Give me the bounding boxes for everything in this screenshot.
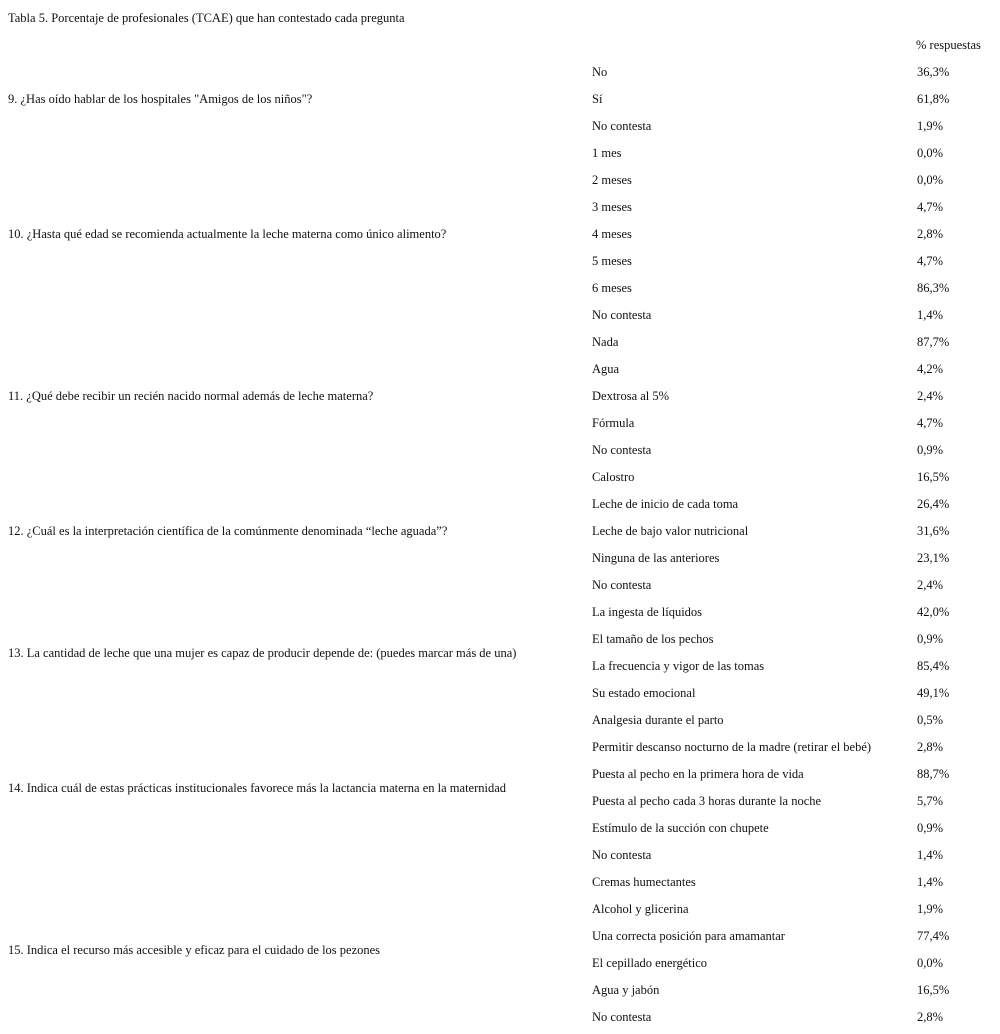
percent-cell: 85,4%: [917, 659, 950, 673]
answer-cell: No contesta: [592, 119, 652, 133]
percent-cell: 86,3%: [917, 281, 950, 295]
percent-cell: 2,8%: [917, 227, 944, 241]
percent-cell: 1,4%: [917, 308, 944, 322]
percent-cell: 1,4%: [917, 848, 944, 862]
percent-cell: 1,4%: [917, 875, 944, 889]
percent-cell: 4,2%: [917, 362, 944, 376]
answer-cell: Agua: [592, 362, 620, 376]
answer-cell: No contesta: [592, 308, 652, 322]
answer-cell: 4 meses: [592, 227, 632, 241]
answer-cell: Su estado emocional: [592, 686, 696, 700]
question-text: 10. ¿Hasta qué edad se recomienda actualmente la leche materna como único alimento?: [8, 227, 447, 241]
percent-cell: 4,7%: [917, 416, 944, 430]
percent-cell: 77,4%: [917, 929, 950, 943]
question-text: 12. ¿Cuál es la interpretación científica de la comúnmente denominada “leche aguada”?: [8, 524, 448, 538]
question-text: 14. Indica cuál de estas prácticas institucionales favorece más la lactancia materna en la maternidad: [8, 781, 507, 795]
answer-cell: 5 meses: [592, 254, 632, 268]
percent-cell: 0,5%: [917, 713, 944, 727]
percent-cell: 0,9%: [917, 443, 944, 457]
question-text: 13. La cantidad de leche que una mujer es capaz de producir depende de: (puedes marcar más de una): [8, 646, 517, 660]
percent-cell: 0,0%: [917, 146, 944, 160]
answer-cell: Estímulo de la succión con chupete: [592, 821, 769, 835]
answer-cell: Fórmula: [592, 416, 635, 430]
answer-cell: 2 meses: [592, 173, 632, 187]
percent-cell: 2,8%: [917, 1010, 944, 1024]
answer-cell: 6 meses: [592, 281, 632, 295]
percent-cell: 2,8%: [917, 740, 944, 754]
percent-cell: 88,7%: [917, 767, 950, 781]
percent-cell: 87,7%: [917, 335, 950, 349]
percent-cell: 26,4%: [917, 497, 950, 511]
percent-cell: 0,9%: [917, 821, 944, 835]
answer-cell: Permitir descanso nocturno de la madre (retirar el bebé): [592, 740, 872, 754]
answer-cell: Puesta al pecho cada 3 horas durante la noche: [592, 794, 822, 808]
percent-cell: 42,0%: [917, 605, 950, 619]
answer-cell: No contesta: [592, 443, 652, 457]
percent-cell: 1,9%: [917, 902, 944, 916]
percent-cell: 4,7%: [917, 200, 944, 214]
percent-cell: 0,9%: [917, 632, 944, 646]
percent-cell: 49,1%: [917, 686, 950, 700]
answer-cell: Una correcta posición para amamantar: [592, 929, 785, 943]
answer-cell: La frecuencia y vigor de las tomas: [592, 659, 765, 673]
answer-cell: Dextrosa al 5%: [592, 389, 670, 403]
answer-cell: No: [592, 65, 608, 79]
percent-cell: 4,7%: [917, 254, 944, 268]
percent-cell: 36,3%: [917, 65, 950, 79]
answer-cell: 3 meses: [592, 200, 632, 214]
percent-cell: 16,5%: [917, 470, 950, 484]
answer-cell: No contesta: [592, 578, 652, 592]
percent-cell: 0,0%: [917, 173, 944, 187]
percent-cell: 16,5%: [917, 983, 950, 997]
answer-cell: Puesta al pecho en la primera hora de vida: [592, 767, 804, 781]
answer-cell: Leche de bajo valor nutricional: [592, 524, 749, 538]
percent-cell: 61,8%: [917, 92, 950, 106]
answer-cell: La ingesta de líquidos: [592, 605, 703, 619]
percent-cell: 23,1%: [917, 551, 950, 565]
column-header-percent: % respuestas: [916, 38, 981, 52]
answer-cell: Leche de inicio de cada toma: [592, 497, 739, 511]
percent-cell: 2,4%: [917, 578, 944, 592]
answer-cell: Calostro: [592, 470, 635, 484]
table-title: Tabla 5. Porcentaje de profesionales (TCAE) que han contestado cada pregunta: [8, 11, 405, 25]
question-text: 15. Indica el recurso más accesible y eficaz para el cuidado de los pezones: [8, 943, 381, 957]
question-text: 11. ¿Qué debe recibir un recién nacido normal además de leche materna?: [8, 389, 374, 403]
percent-cell: 0,0%: [917, 956, 944, 970]
answer-cell: Sí: [592, 92, 603, 106]
answer-cell: Agua y jabón: [592, 983, 660, 997]
answer-cell: El cepillado energético: [592, 956, 707, 970]
answer-cell: Alcohol y glicerina: [592, 902, 689, 916]
answer-cell: El tamaño de los pechos: [592, 632, 714, 646]
answer-cell: Nada: [592, 335, 619, 349]
percent-cell: 31,6%: [917, 524, 950, 538]
answer-cell: 1 mes: [592, 146, 622, 160]
answer-cell: Cremas humectantes: [592, 875, 696, 889]
percent-cell: 5,7%: [917, 794, 944, 808]
answer-cell: No contesta: [592, 1010, 652, 1024]
percent-cell: 1,9%: [917, 119, 944, 133]
answer-cell: No contesta: [592, 848, 652, 862]
question-text: 9. ¿Has oído hablar de los hospitales "Amigos de los niños"?: [8, 92, 313, 106]
percent-cell: 2,4%: [917, 389, 944, 403]
answer-cell: Ninguna de las anteriores: [592, 551, 720, 565]
answer-cell: Analgesia durante el parto: [592, 713, 724, 727]
